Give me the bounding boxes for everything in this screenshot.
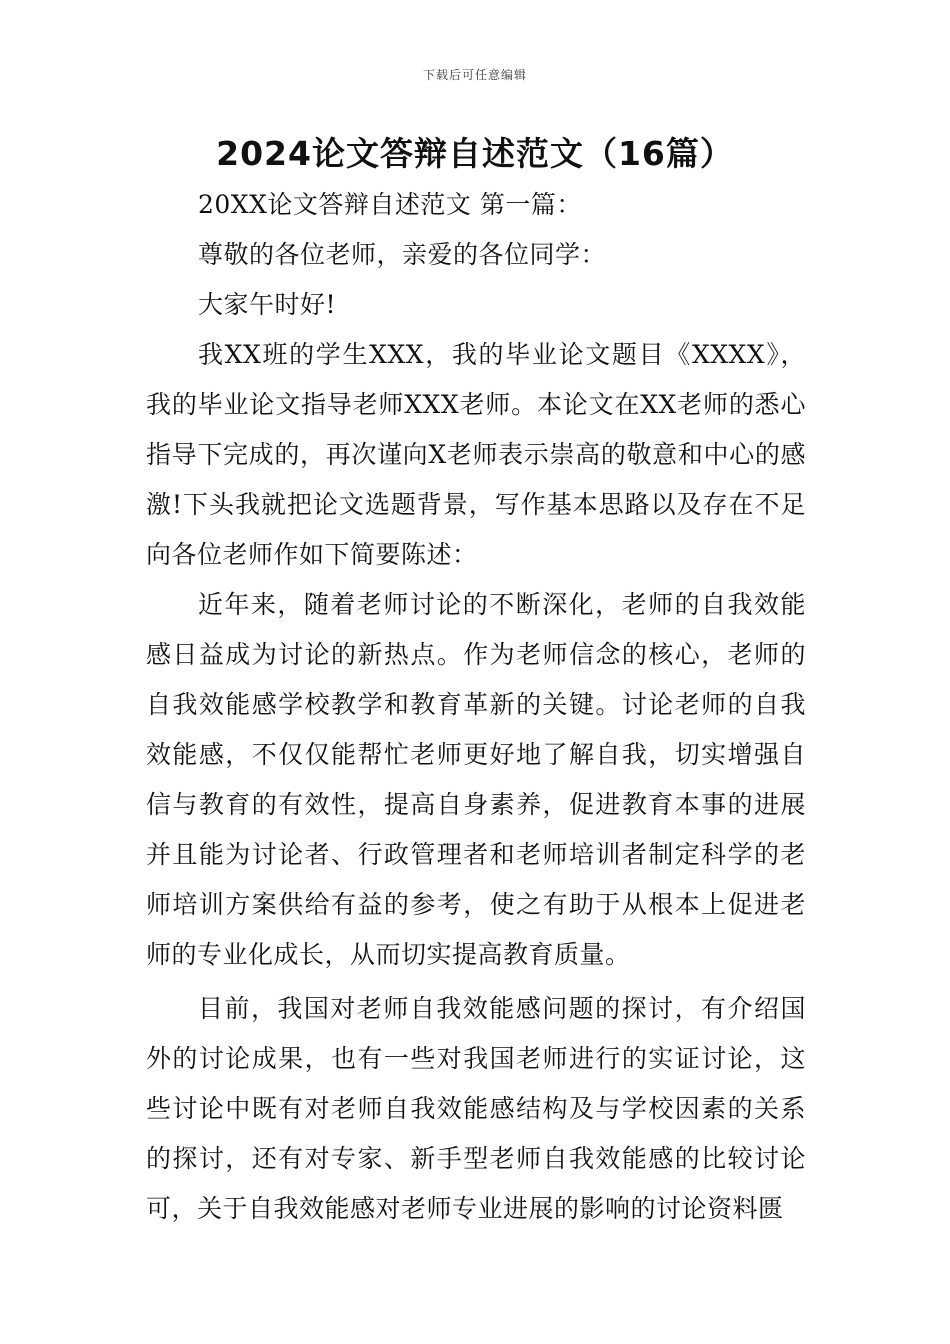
header-note: 下载后可任意编辑 bbox=[422, 68, 527, 82]
paragraph-greeting: 大家午时好! bbox=[198, 290, 337, 319]
paragraph-section-heading: 20XX论文答辩自述范文 第一篇： bbox=[198, 190, 582, 219]
paragraph-current-research: 目前，我国对老师自我效能感问题的探讨，有介绍国外的讨论成果，也有一些对我国老师进行的实证讨论，这些讨论中既有对老师自我效能感结构及与学校因素的关系的探讨，还有对专家、新手型老师自我效能感的比较讨论可，关于自我效能感对老师专业进展的影响的讨论资料匮 bbox=[146, 994, 806, 1223]
paragraph-salutation: 尊敬的各位老师，亲爱的各位同学： bbox=[198, 240, 607, 269]
document-body bbox=[146, 180, 806, 1234]
document-title: 2024论文答辩自述范文（16篇） bbox=[216, 134, 734, 173]
paragraph-background: 近年来，随着老师讨论的不断深化，老师的自我效能感日益成为讨论的新热点。作为老师信念的核心，老师的自我效能感学校教学和教育革新的关键。讨论老师的自我效能感，不仅仅能帮忙老师更好地了解自我，切实增强自信与教育的有效性，提高自身素养，促进教育本事的进展并且能为讨论者、行政管理者和老师培训者制定科学的老师培训方案供给有益的参考，使之有助于从根本上促进老师的专业化成长，从而切实提高教育质量。 bbox=[146, 590, 806, 969]
paragraph-introduction: 我XX班的学生XXX，我的毕业论文题目《XXXX》，我的毕业论文指导老师XXX老师。本论文在XX老师的悉心指导下完成的，再次谨向X老师表示崇高的敬意和中心的感激!下头我就把论文选题背景，写作基本思路以及存在不足向各位老师作如下简要陈述： bbox=[146, 340, 806, 569]
